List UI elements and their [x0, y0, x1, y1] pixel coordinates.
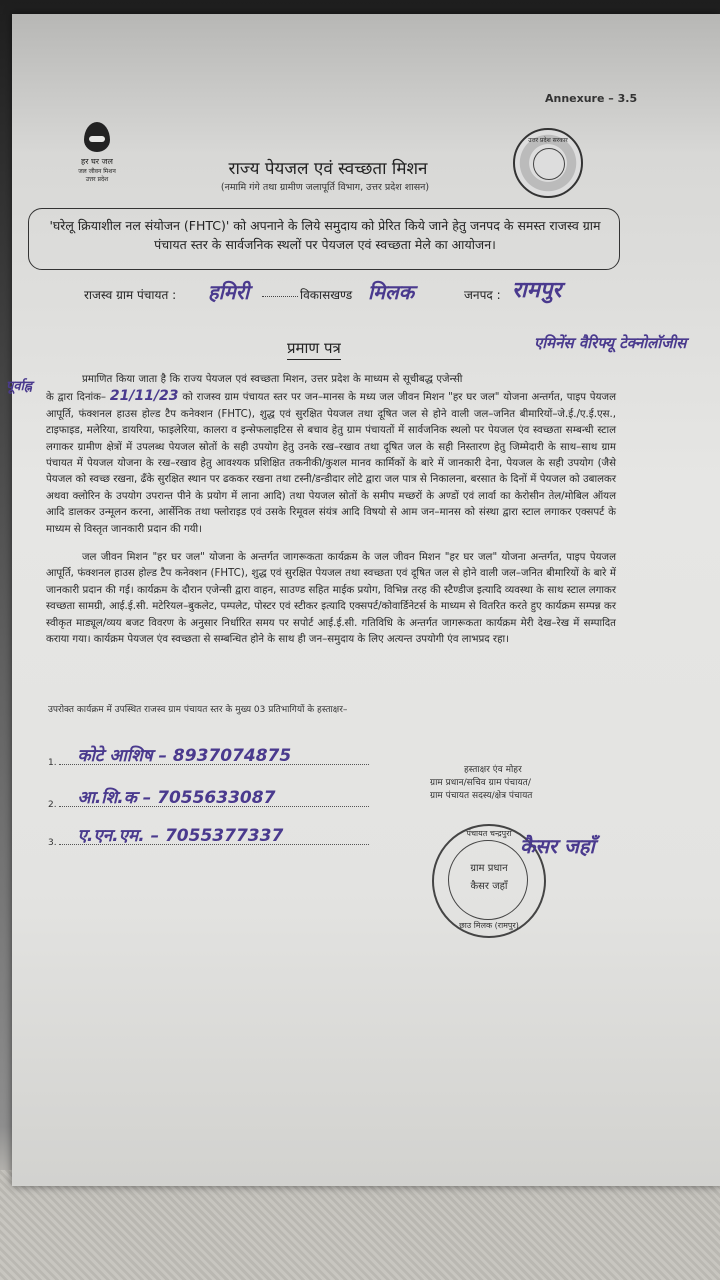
- logo-line-2: जल जीवन मिशन: [78, 168, 116, 175]
- participant-row-3: [48, 826, 369, 848]
- emblem-inner-ring: [533, 148, 565, 180]
- block-label: विकासखण्ड: [300, 288, 353, 302]
- participant-row-1: [48, 746, 369, 768]
- signatory-role-1: ग्राम प्रधान/सचिव ग्राम पंचायत/: [430, 778, 531, 788]
- participant-number: 1.: [48, 758, 57, 768]
- para1-intro: प्रमाणित किया जाता है कि राज्य पेयजल एवं स्वच्छता मिशन, उत्तर प्रदेश के माध्यम से सूचीबद्ध एजेन्सी: [82, 374, 463, 385]
- dotted-line: [59, 826, 369, 846]
- pm-handwritten: पूर्वाह्न: [6, 379, 33, 394]
- dotted-line: [262, 296, 298, 297]
- har-ghar-jal-logo: [62, 122, 132, 183]
- participant-signature: आ.शि.क – 7055633087: [77, 788, 276, 808]
- district-label: जनपद :: [464, 288, 501, 302]
- seal-top-text: पंचायत चन्द्रपुरा: [466, 829, 512, 838]
- certificate-paragraph-1: [46, 372, 616, 538]
- program-date: 21/11/23: [109, 388, 179, 405]
- logo-line-3: उत्तर प्रदेश: [85, 176, 109, 183]
- participant-signature: ए.एन.एम. – 7055377337: [77, 826, 284, 846]
- annexure-label: Annexure – 3.5: [545, 92, 638, 105]
- floor-texture: [0, 1170, 720, 1280]
- certificate-paragraph-2: [46, 550, 616, 648]
- dotted-line: [59, 788, 369, 808]
- participant-signature: कोटे आशिष – 8937074875: [77, 746, 292, 766]
- participant-row-2: [48, 788, 369, 810]
- up-government-emblem: [513, 128, 583, 198]
- participants-note: उपरोक्त कार्यक्रम में उपस्थित राजस्व ग्राम पंचायत स्तर के मुख्य 03 प्रतिभागियों के हस्ताक्षर–: [48, 705, 348, 715]
- logo-line-1: हर घर जल: [81, 157, 113, 166]
- document-subtitle: (नमामि गंगे तथा ग्रामीण जलापूर्ति विभाग, उत्तर प्रदेश शासन): [220, 182, 430, 193]
- para1-body: को राजस्व ग्राम पंचायत स्तर पर जन–मानस के मध्य जल जीवन मिशन "हर घर जल" योजना अन्तर्गत, पाइप पेयजल आपूर्ति, फंक्शनल हाउस होल्ड टैप कनेक्शन (FHTC), शुद्ध एवं सुरक्षित पेयजल तथा दूषित जल से होने वाली जल–जनित बीमारियों–जे.ई./ए.ई.एस., टाइफाइड, मलेरिया, डायरिया, फाइलेरिया, कालरा व इन्सेफलाइटिस से बचाव हेतु ग्राम पंचायतों में सार्वजनिक स्थलो पर पेयजल एंव स्वच्छता सम्बन्धी स्टाल लगाकर ग्रामीण क्षेत्रों में उपलब्ध पेयजल स्रोतों के सही उपयोग हेतु उनके रख–रखाव तथा दूषित जल के सही निस्तारण हेतु जिम्मेदारी के साथ–साथ ग्राम पंचायत में पेयजल योजना के रख–रखाव हेतु आवश्यक प्रशिक्षित तकनीकी/कुशल मानव कार्मिकों के बारे में जानकारी देना, पेयजल के सही उपयोग (जैसे पेयजल को स्वच्छ रखना, ढँके सुरक्षित स्थान पर ढककर रखना तथा टस्नी/डन्डीदार लोटे द्वारा जल पात्र से निकालना, बरसात के दिनों में पेयजल को उबालकर अथवा क्लोरिन के उपयोग उपरान्त पीने के प्रयोग में लाना आदि) तथा पेयजल स्रोतों के समीप मच्छरों के अण्डों एवं लार्वा का केरोसीन तेल/मोबिल ऑयल आदि डालकर उन्मूलन करना, आर्सेनिक तथा फ्लोराइड एवं उसके रिमूवल संयंत्र आदि विषयो से आम जन–मानस को संस्था द्वारा स्टाल लगाकर एक्सपर्ट के माध्यम से विस्तृत जानकारी प्रदान की गयी।: [46, 392, 616, 535]
- seal-bottom-text: छाउ मिलक (रामपुर): [459, 921, 519, 930]
- block-value: मिलक: [368, 280, 415, 304]
- district-value: रामपुर: [512, 278, 562, 303]
- document-title: राज्य पेयजल एवं स्वच्छता मिशन: [228, 159, 428, 179]
- signatory-role-2: ग्राम पंचायत सदस्य/क्षेत्र पंचायत: [430, 791, 533, 801]
- dotted-line: [59, 746, 369, 766]
- village-label: राजस्व ग्राम पंचायत :: [84, 288, 177, 302]
- signatory-heading: हस्ताक्षर एंव मोहर: [464, 765, 522, 775]
- participant-number: 3.: [48, 838, 57, 848]
- certificate-title: प्रमाण पत्र: [287, 338, 341, 360]
- seal-center-text-2: कैसर जहाँ: [470, 881, 508, 892]
- seal-center-text-1: ग्राम प्रधान: [470, 863, 508, 874]
- emblem-text: उत्तर प्रदेश सरकार: [528, 137, 568, 144]
- para2-body: जल जीवन मिशन "हर घर जल" योजना के अन्तर्गत जागरूकता कार्यक्रम के जल जीवन मिशन "हर घर जल" योजना अन्तर्गत, पाइप पेयजल आपूर्ति, फंक्शनल हाउस होल्ड टैप कनेक्शन (FHTC), शुद्ध एवं सुरक्षित पेयजल तथा स्वच्छता एवं दूषित जल से होने वाली जल–जनित बीमारियों के बारे में जानकारी प्रदान की गई। कार्यक्रम के दौरान एजेन्सी द्वारा वाहन, साउण्ड सहित माईक प्रयोग, विभिन्न तरह की स्टैण्डीज इत्यादि व्यवस्था के साथ स्टाल लगाकर स्वच्छता सामग्री, आई.ई.सी. मटेरियल–बुकलेट, पम्पलेट, पोस्टर एवं स्टीकर इत्यादि एक्सपर्ट/कोवार्डिनेटर्स के माध्यम से वितरित करते हुए कार्यक्रम सम्पन्न कर स्वीकृत माड्यूल/व्यय बजट विवरण के अनुसार निर्धारित समय पर सपोर्ट आई.ई.सी. गतिविधि के अन्तर्गत जागरूकता कार्यक्रम मेरी देख–रेख में सम्पादित कराया गया। कार्यक्रम पेयजल एंव स्वच्छता से सम्बन्धित होने के साथ ही जन–समुदाय के लिए अत्यन्त उपयोगी एंव लाभप्रद रहा।: [46, 552, 616, 646]
- signatory-block: [430, 764, 600, 803]
- pradhan-signature: कैसर जहाँ: [520, 834, 595, 858]
- village-value: हमिरी: [208, 280, 250, 304]
- para1-date-label: के द्वारा दिनांक–: [46, 392, 107, 404]
- participant-number: 2.: [48, 800, 57, 810]
- water-drop-icon: [84, 122, 110, 152]
- program-box-text: 'घरेलू क्रियाशील नल संयोजन (FHTC)' को अपनाने के लिये समुदाय को प्रेरित किये जाने हेतु जनपद के समस्त राजस्व ग्राम पंचायत स्तर के सार्वजनिक स्थलों पर पेयजल एवं स्वच्छता मेले का आयोजन।: [49, 218, 601, 252]
- agency-handwritten: एमिनेंस वैरिफ्यू टेक्नोलॉजीस: [534, 334, 687, 352]
